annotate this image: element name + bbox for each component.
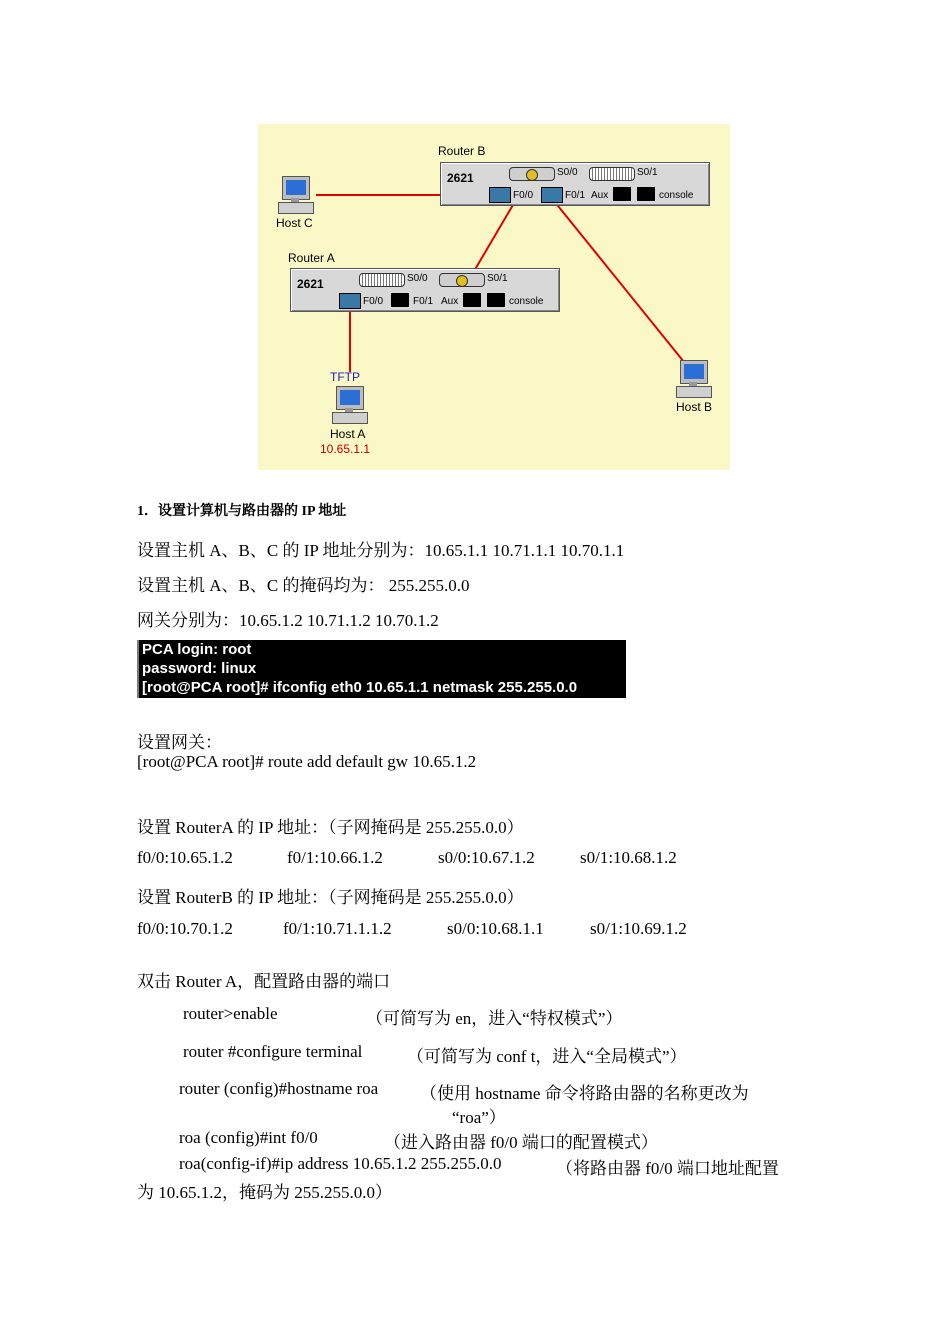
router-b-port: s0/0:10.68.1.1	[447, 919, 544, 938]
section-heading: 1．设置计算机与路由器的 IP 地址	[137, 504, 347, 519]
router-b-f00-port[interactable]	[489, 187, 511, 203]
router-a-label: Router A	[288, 251, 335, 265]
router-b-aux-port[interactable]	[613, 187, 631, 201]
router-a-port: s0/1:10.68.1.2	[580, 848, 677, 867]
host-c-label: Host C	[276, 216, 313, 230]
router-a-f00-port[interactable]	[339, 293, 361, 309]
command-note-continued: “roa”）	[452, 1108, 506, 1127]
network-diagram	[258, 124, 730, 470]
host-a-label: Host A	[330, 427, 366, 441]
hosts-mask-line: 设置主机 A、B、C 的掩码均为： 255.255.0.0	[137, 576, 470, 595]
command-note: （使用 hostname 命令将路由器的名称更改为	[420, 1084, 749, 1103]
config-title: 双击 Router A，配置路由器的端口	[137, 972, 391, 991]
router-b-aux-label: Aux	[591, 190, 609, 201]
command-note: （将路由器 f0/0 端口地址配置	[556, 1159, 779, 1178]
command-note: （可简写为 en，进入“特权模式”）	[366, 1009, 623, 1028]
command-text: roa (config)#int f0/0	[179, 1128, 318, 1147]
router-a-f01-port[interactable]	[391, 293, 409, 307]
terminal-line: password: linux	[142, 660, 257, 677]
command-text: router>enable	[183, 1004, 278, 1023]
router-a-s01-port[interactable]	[439, 273, 485, 287]
router-a-port: f0/1:10.66.1.2	[287, 848, 383, 867]
router-b-port: f0/1:10.71.1.1.2	[283, 919, 392, 938]
router-b-port: f0/0:10.70.1.2	[137, 919, 233, 938]
router-b-f01-label: F0/1	[565, 190, 586, 201]
link-routerb-hostb	[550, 196, 684, 362]
router-b-console-port[interactable]	[637, 187, 655, 201]
command-note: （进入路由器 f0/0 端口的配置模式）	[384, 1133, 658, 1152]
router-a-aux-port[interactable]	[463, 293, 481, 307]
command-text: router #configure terminal	[183, 1042, 363, 1061]
gateways-line: 网关分别为：10.65.1.2 10.71.1.2 10.70.1.2	[137, 611, 439, 630]
host-b-label: Host B	[676, 400, 713, 414]
router-b-model: 2621	[447, 171, 474, 185]
router-a-port: s0/0:10.67.1.2	[438, 848, 535, 867]
router-a-s00-port[interactable]	[359, 273, 405, 287]
host-a-computer-icon[interactable]	[332, 386, 366, 426]
router-b-title: 设置 RouterB 的 IP 地址：（子网掩码是 255.255.0.0）	[137, 888, 524, 907]
host-b-computer-icon[interactable]	[676, 360, 710, 400]
host-c-computer-icon[interactable]	[278, 176, 312, 216]
command-note-continued: 为 10.65.1.2，掩码为 255.255.0.0）	[137, 1183, 392, 1202]
router-a-s00-label: S0/0	[407, 273, 428, 284]
router-b-s00-label: S0/0	[557, 167, 578, 178]
router-b-port: s0/1:10.69.1.2	[590, 919, 687, 938]
router-b-s01-port[interactable]	[589, 167, 635, 181]
router-b-s00-port[interactable]	[509, 167, 555, 181]
router-a-console-label: console	[509, 296, 544, 307]
command-note: （可简写为 conf t，进入“全局模式”）	[407, 1047, 687, 1066]
router-a[interactable]	[290, 268, 560, 312]
router-b-s01-label: S0/1	[637, 167, 658, 178]
router-b-label: Router B	[438, 144, 486, 158]
router-a-aux-label: Aux	[441, 296, 459, 307]
command-text: router (config)#hostname roa	[179, 1079, 379, 1098]
command-text: roa(config-if)#ip address 10.65.1.2 255.255.0.0	[179, 1154, 502, 1173]
router-b-console-label: console	[659, 190, 694, 201]
gateway-title: 设置网关：	[137, 733, 222, 752]
host-a-ip: 10.65.1.1	[320, 442, 371, 456]
hosts-ip-line: 设置主机 A、B、C 的 IP 地址分别为：10.65.1.1 10.71.1.1 10.70.1.1	[137, 541, 625, 560]
router-a-s01-label: S0/1	[487, 273, 508, 284]
terminal-line: [root@PCA root]# ifconfig eth0 10.65.1.1 netmask 255.255.0.0	[142, 679, 578, 696]
router-a-f00-label: F0/0	[363, 296, 384, 307]
router-b-f00-label: F0/0	[513, 190, 534, 201]
gateway-command: [root@PCA root]# route add default gw 10.65.1.2	[137, 752, 477, 771]
router-b-f01-port[interactable]	[541, 187, 563, 203]
tftp-label: TFTP	[330, 370, 360, 384]
router-a-f01-label: F0/1	[413, 296, 434, 307]
router-a-title: 设置 RouterA 的 IP 地址：（子网掩码是 255.255.0.0）	[137, 818, 524, 837]
terminal-screenshot	[137, 640, 626, 698]
router-a-model: 2621	[297, 277, 324, 291]
router-a-port: f0/0:10.65.1.2	[137, 848, 233, 867]
router-a-console-port[interactable]	[487, 293, 505, 307]
router-b[interactable]	[440, 162, 710, 206]
terminal-line: PCA login: root	[142, 641, 252, 658]
